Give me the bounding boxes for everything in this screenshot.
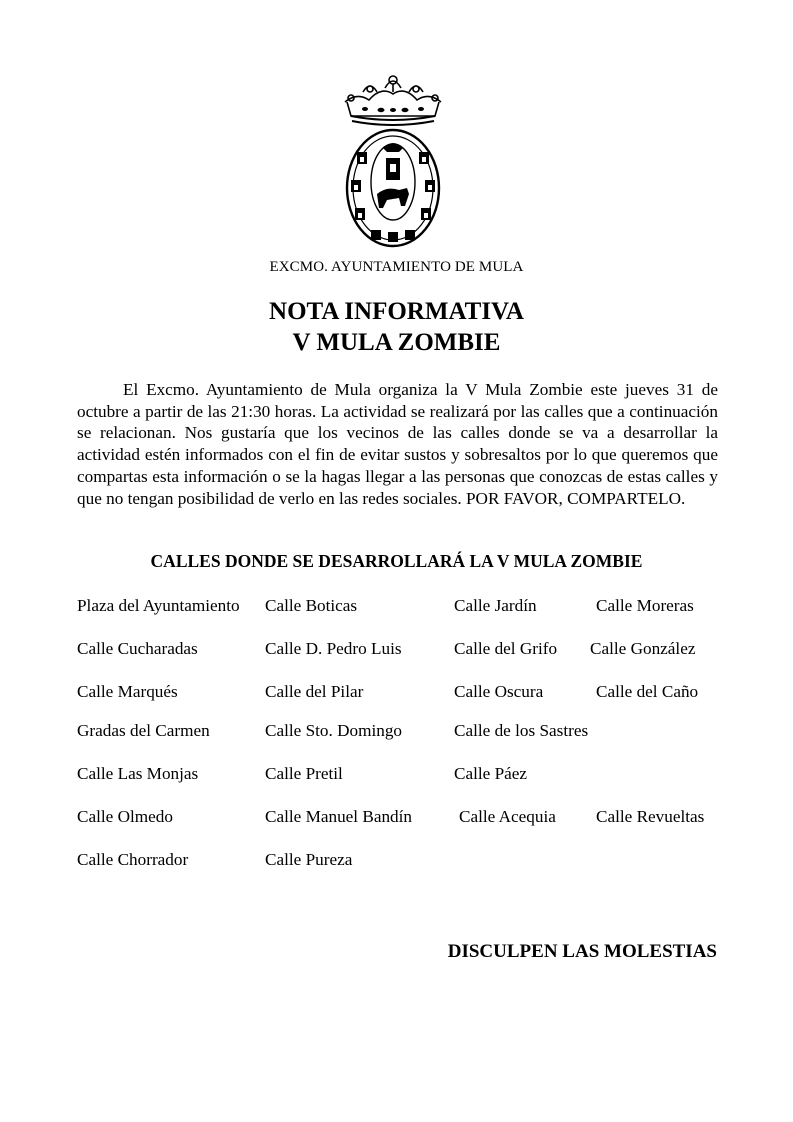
street-name: Calle González	[590, 639, 696, 658]
organization-name: EXCMO. AYUNTAMIENTO DE MULA	[269, 259, 524, 275]
streets-heading: CALLES DONDE SE DESARROLLARÁ LA V MULA ZOMBIE	[150, 551, 643, 571]
title-line-2: V MULA ZOMBIE	[292, 329, 501, 356]
title-line-1: NOTA INFORMATIVA	[269, 298, 524, 325]
street-name: Calle Pureza	[265, 850, 353, 869]
street-name: Calle Manuel Bandín	[265, 807, 413, 826]
page-title	[0, 296, 793, 358]
coat-of-arms-icon	[337, 72, 449, 250]
street-name: Calle Marqués	[77, 682, 178, 701]
street-name: Calle Las Monjas	[77, 764, 199, 783]
street-name: Calle Olmedo	[77, 807, 173, 826]
street-name: Calle Oscura	[454, 682, 544, 701]
closing-message: DISCULPEN LAS MOLESTIAS	[447, 941, 717, 962]
street-name: Calle Revueltas	[596, 807, 705, 826]
street-name: Calle Cucharadas	[77, 639, 198, 658]
street-name: Calle Acequia	[459, 807, 556, 826]
street-name: Calle Boticas	[265, 596, 358, 615]
street-name: Calle Jardín	[454, 596, 537, 615]
street-name: Calle del Caño	[596, 682, 699, 701]
street-name: Gradas del Carmen	[77, 721, 210, 740]
street-name: Calle Chorrador	[77, 850, 189, 869]
street-name: Calle Páez	[454, 764, 528, 783]
street-name: Calle Sto. Domingo	[265, 721, 403, 740]
street-name: Calle Moreras	[596, 596, 694, 615]
street-name: Calle del Pilar	[265, 682, 364, 701]
street-name: Plaza del Ayuntamiento	[77, 596, 240, 615]
street-name: Calle de los Sastres	[454, 721, 589, 740]
announcement-paragraph: El Excmo. Ayuntamiento de Mula organiza la V Mula Zombie este jueves 31 de octubre a partir de las 21:30 horas. La actividad se realizará por las calles que a continuación se relacionan. Nos gustaría que los vecinos de las calles donde se va a desarrollar la actividad estén informados con el fin de evitar sustos y sobresaltos por lo que queremos que compartas esta información o se la hagas llegar a las personas que conozcas de estas calles y que no tengan posibilidad de verlo en las redes sociales. POR FAVOR, COMPARTELO.	[77, 380, 718, 508]
street-name: Calle Pretil	[265, 764, 343, 783]
street-name: Calle D. Pedro Luis	[265, 639, 402, 658]
street-name: Calle del Grifo	[454, 639, 558, 658]
